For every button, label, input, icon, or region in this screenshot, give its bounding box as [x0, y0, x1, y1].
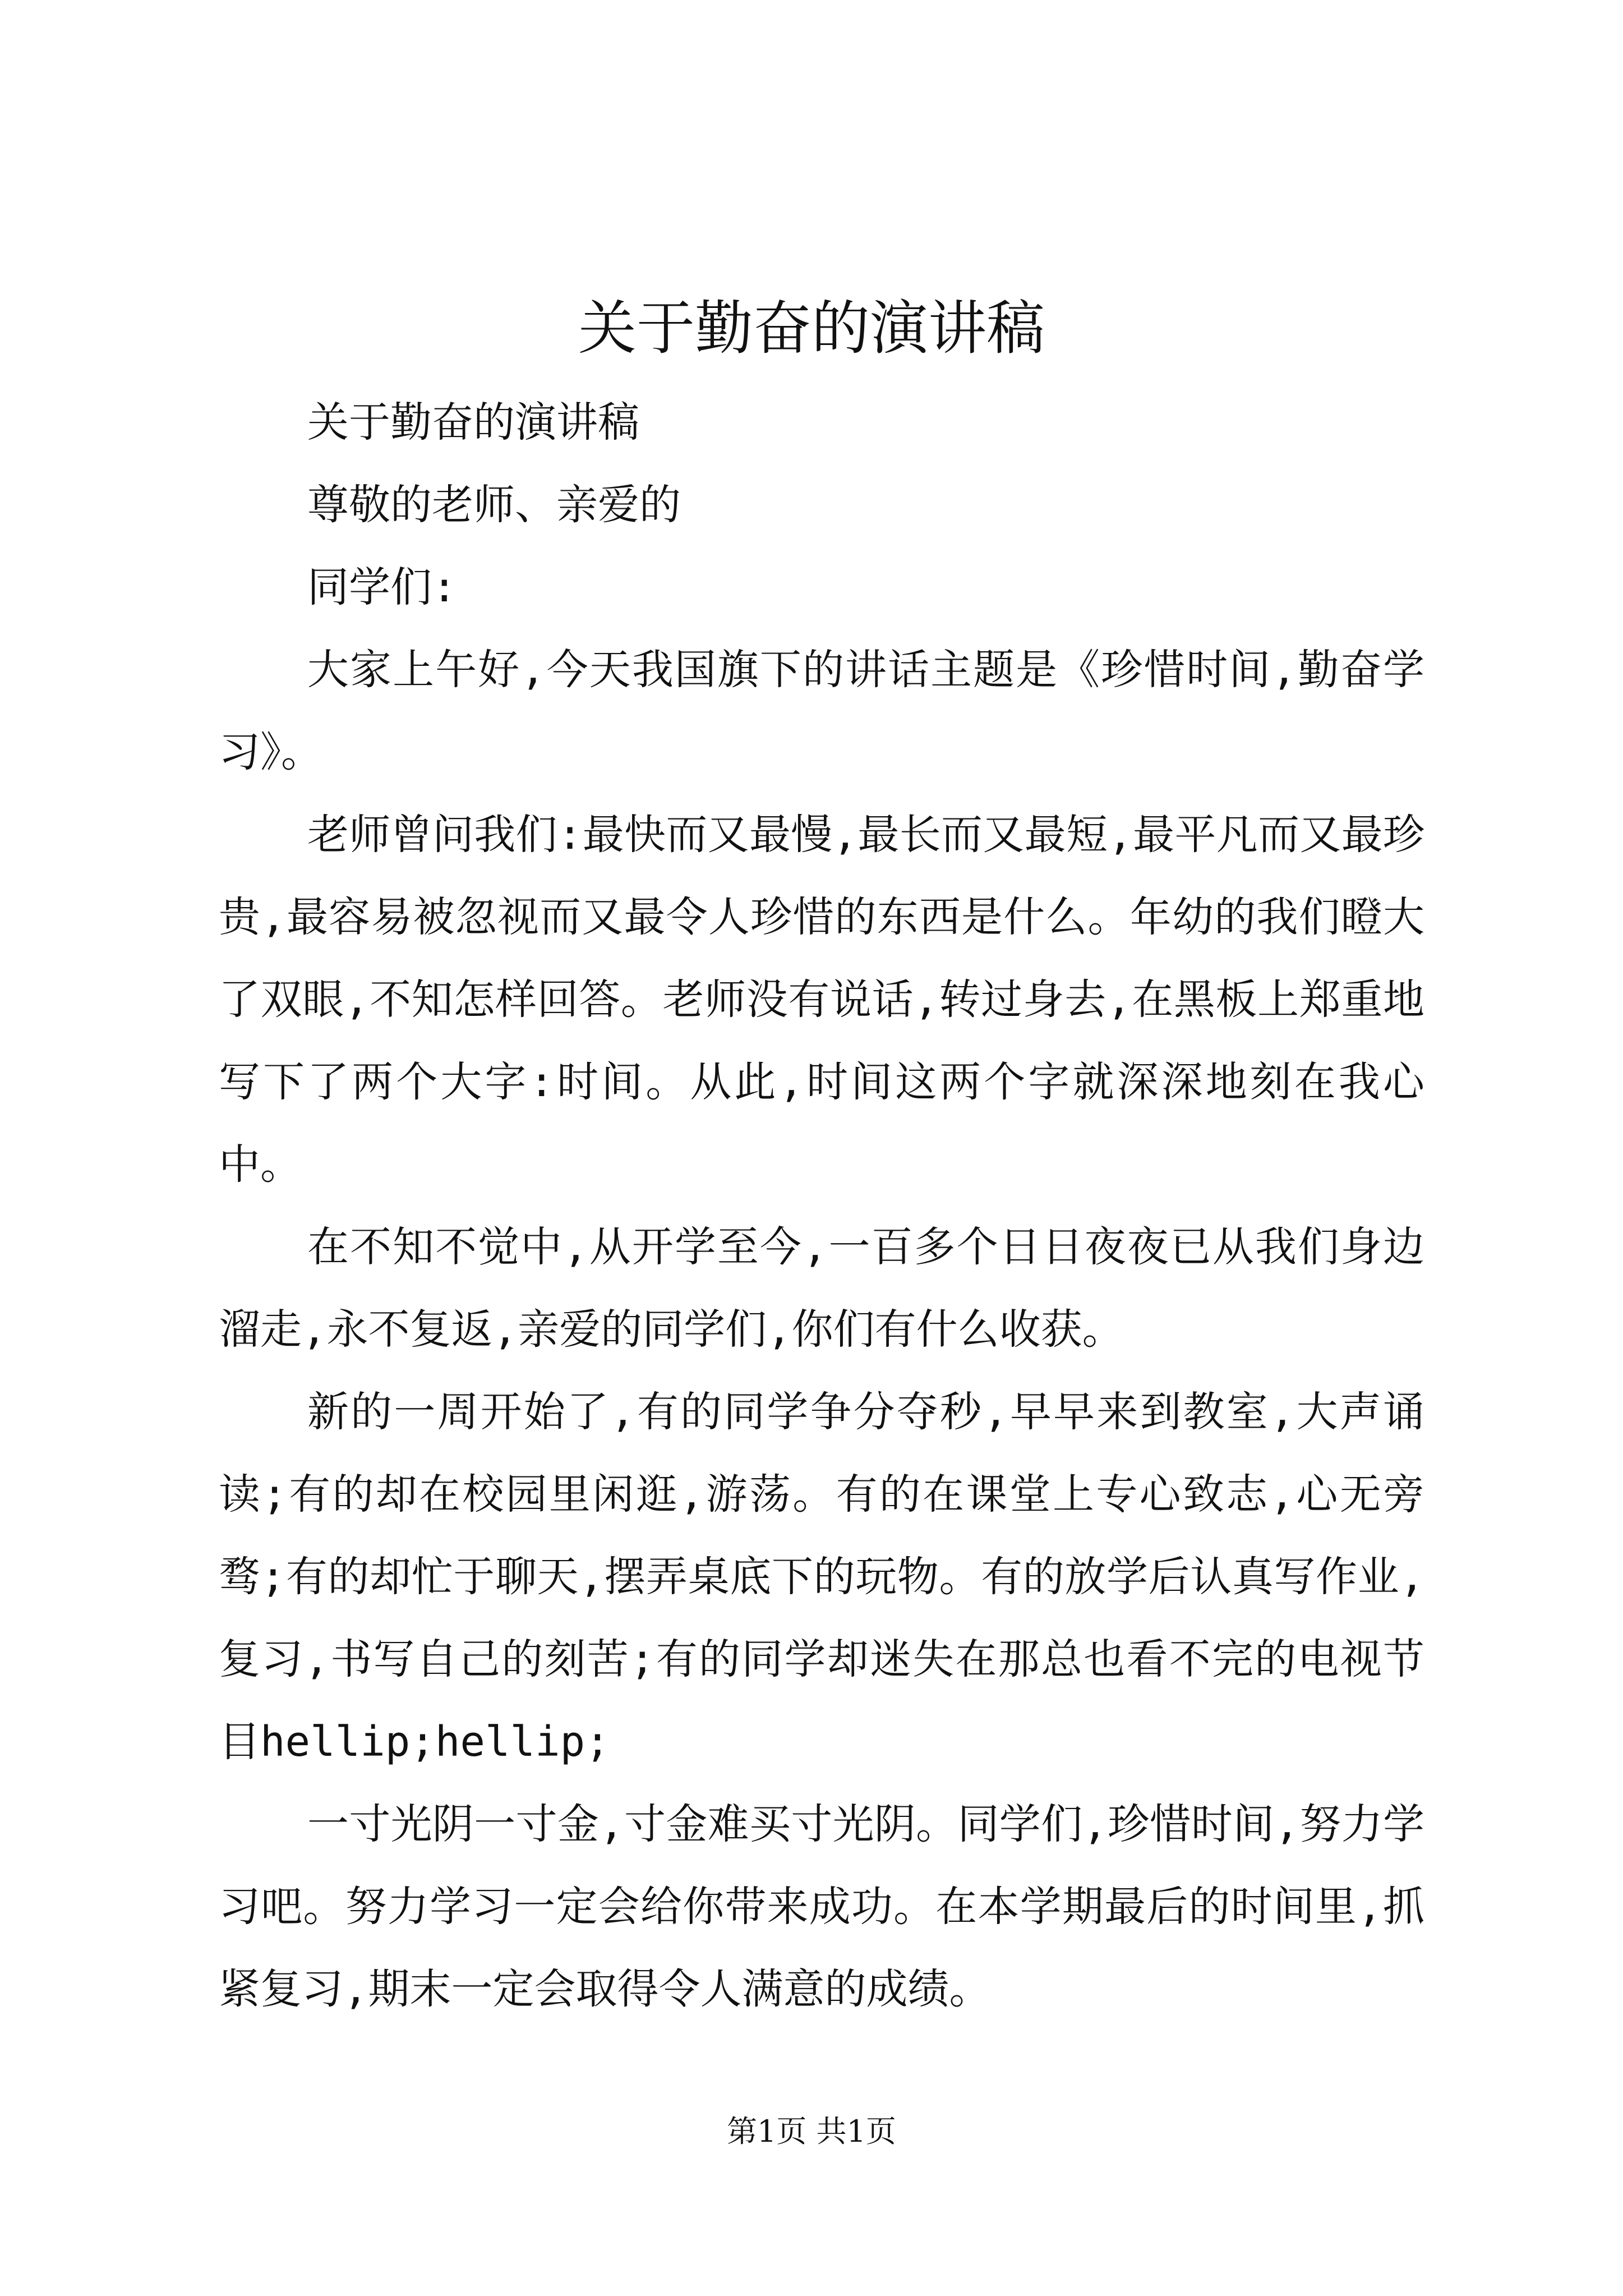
- paragraph-teacher-question: 老师曾问我们:最快而又最慢,最长而又最短,最平凡而又最珍贵,最容易被忽视而又最令人珍惜的东西是什么。年幼的我们瞪大了双眼,不知怎样回答。老师没有说话,转过身去,在黑板上郑重地写下了两个大字:时间。从此,时间这两个字就深深地刻在我心中。: [219, 811, 1424, 1189]
- paragraph-salutation: 尊敬的老师、亲爱的: [307, 481, 681, 529]
- paragraph-salutation-cont: 同学们:: [307, 563, 457, 611]
- paragraph-new-week: 新的一周开始了,有的同学争分夺秒,早早来到教室,大声诵读;有的却在校园里闲逛,游荡。有的在课堂上专心致志,心无旁骛;有的却忙于聊天,摆弄桌底下的玩物。有的放学后认真写作业,复习,书写自己的刻苦;有的同学却迷失在那总也看不完的电视节目hellip;hellip;: [219, 1388, 1424, 1766]
- document-body: [219, 381, 1424, 2031]
- paragraph-greeting: 大家上午好,今天我国旗下的讲话主题是《珍惜时间,勤奋学习》。: [219, 646, 1424, 776]
- document-title: 关于勤奋的演讲稿: [578, 294, 1045, 362]
- page-footer: 第1页 共1页: [727, 2114, 896, 2149]
- paragraph-conclusion: 一寸光阴一寸金,寸金难买寸光阴。同学们,珍惜时间,努力学习吧。努力学习一定会给你带来成功。在本学期最后的时间里,抓紧复习,期末一定会取得令人满意的成绩。: [219, 1800, 1424, 2013]
- paragraph-time-passing: 在不知不觉中,从开学至今,一百多个日日夜夜已从我们身边溜走,永不复返,亲爱的同学们,你们有什么收获。: [219, 1223, 1424, 1354]
- paragraph-heading: 关于勤奋的演讲稿: [307, 398, 639, 447]
